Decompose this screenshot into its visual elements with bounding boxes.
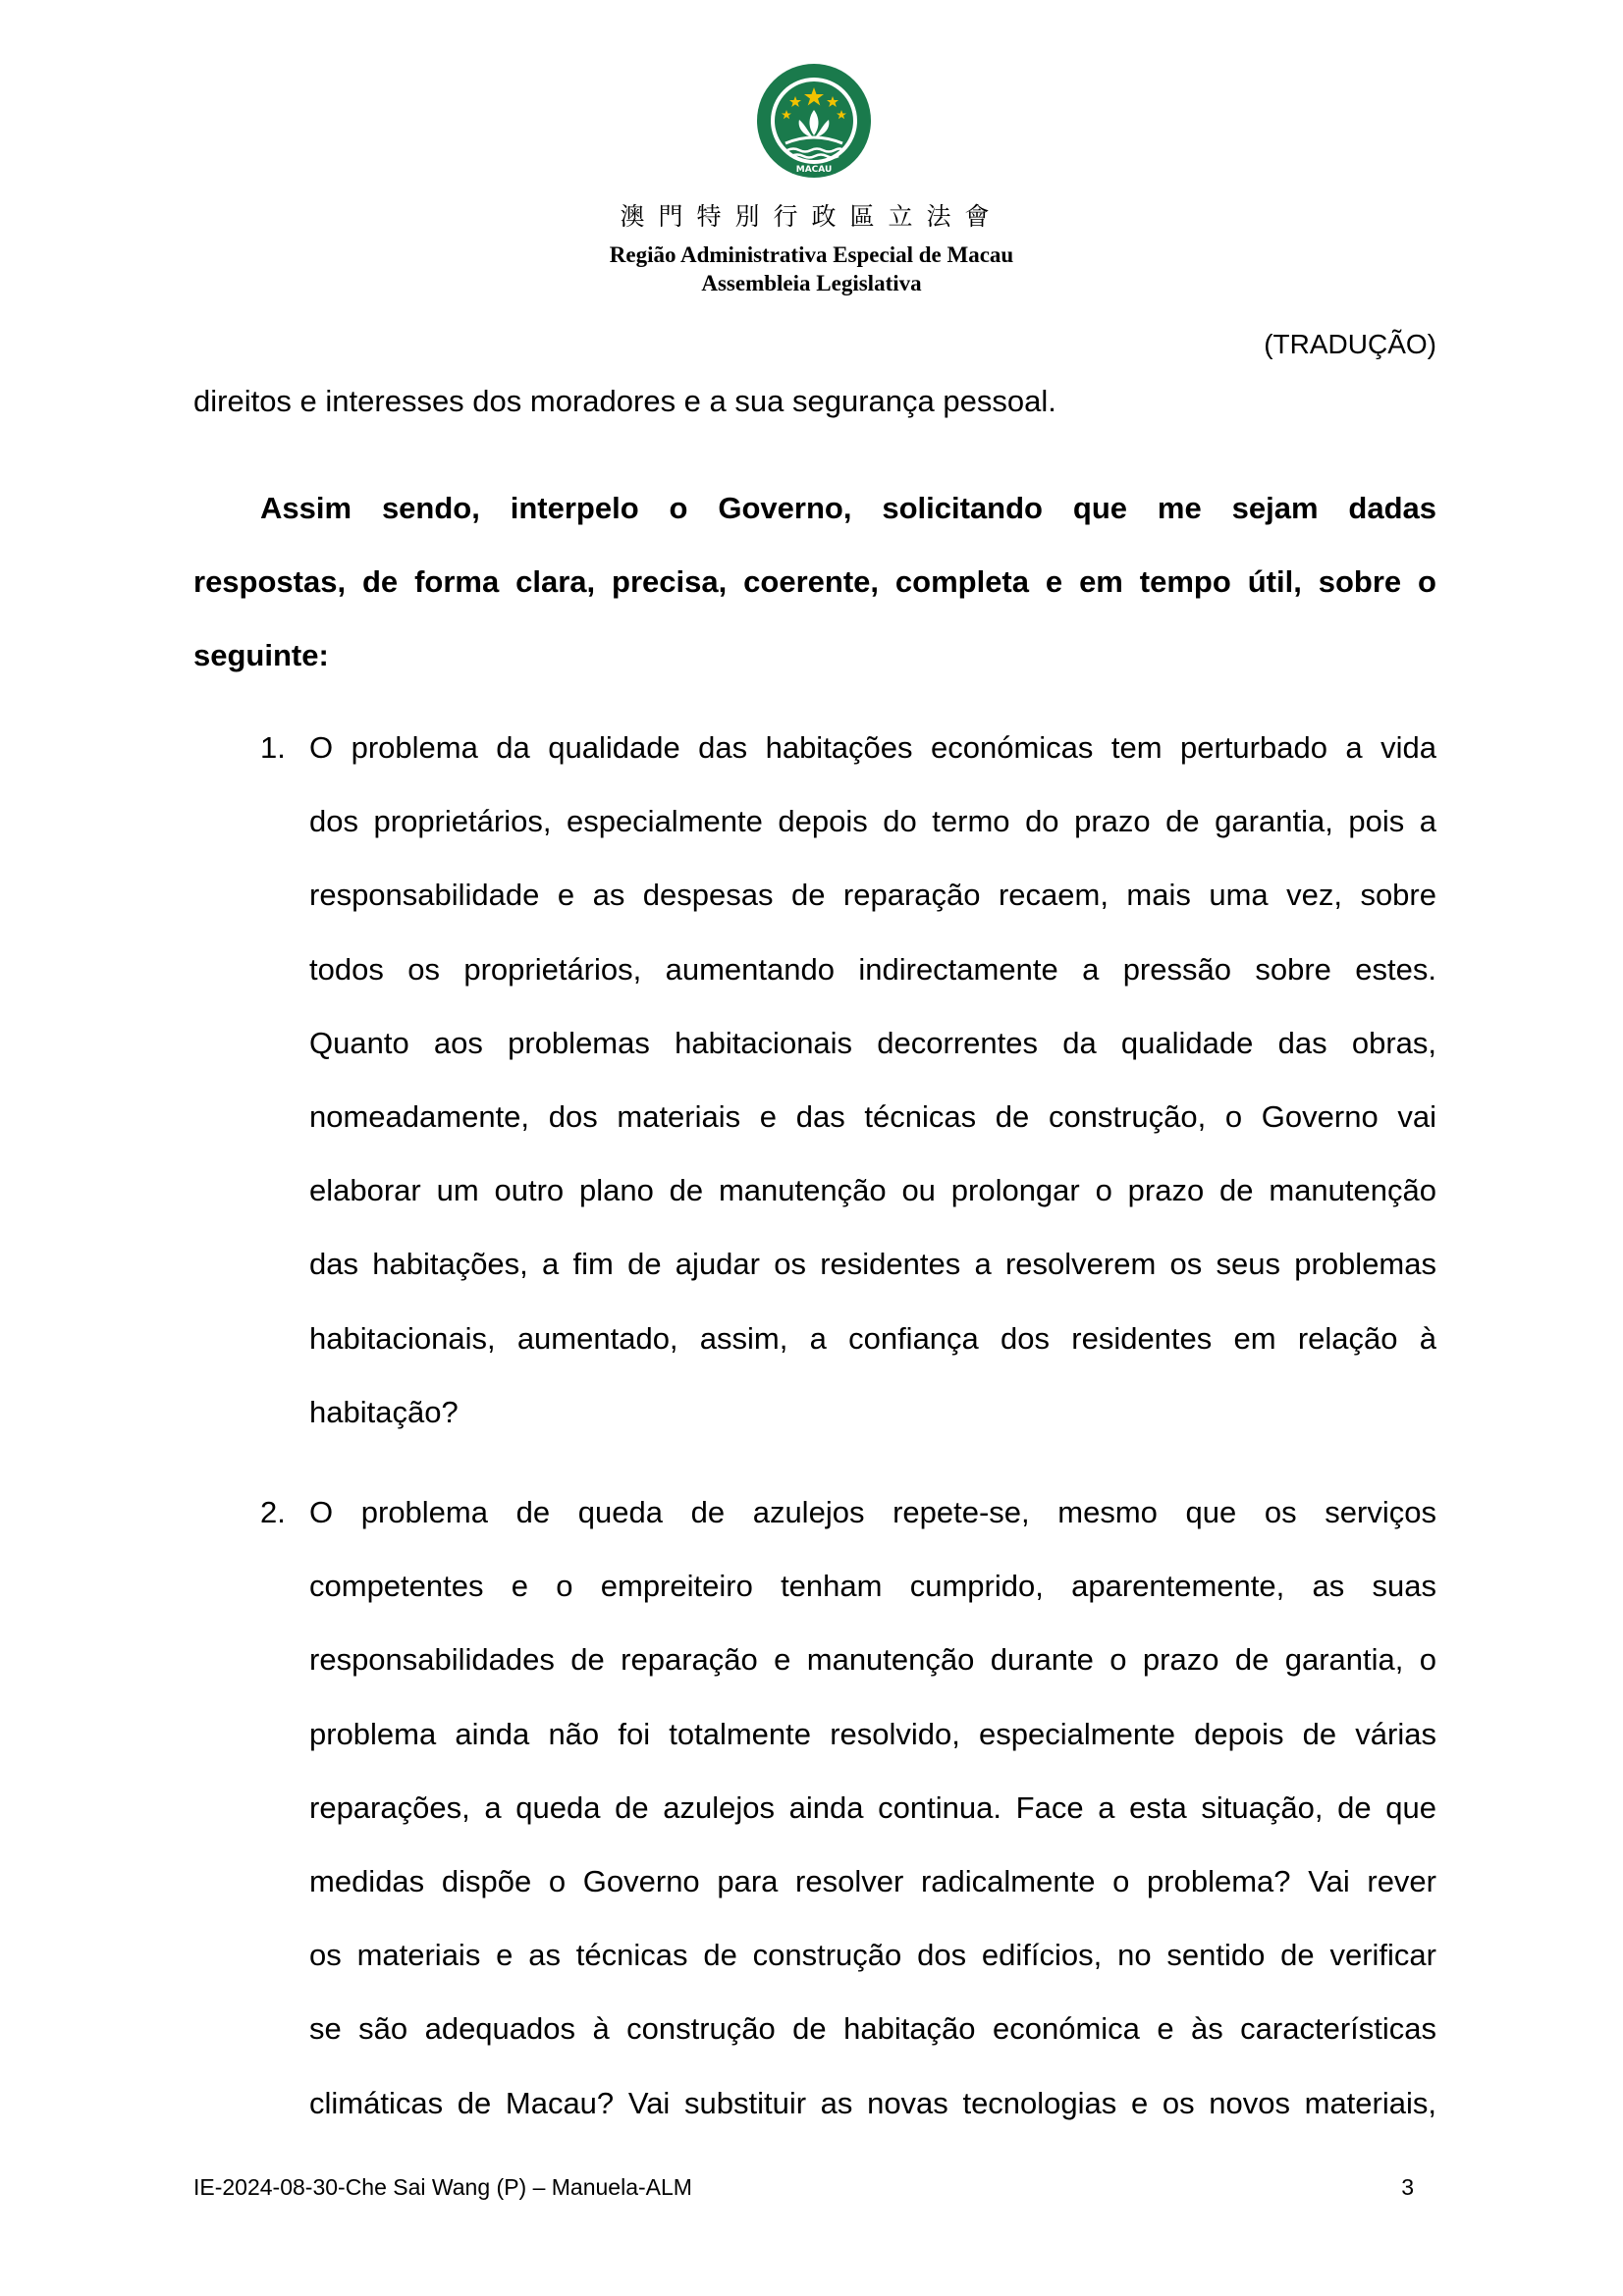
question-line: competentes e o empreiteiro tenham cumprido, aparentemente, as suas	[309, 1569, 1436, 1604]
question-line: habitacionais, aumentado, assim, a confiança dos residentes em relação à	[309, 1320, 1436, 1356]
request-line: Assim sendo, interpelo o Governo, solicitando que me sejam dadas	[260, 491, 1436, 525]
question-line: habitação?	[309, 1394, 459, 1429]
question-line: elaborar um outro plano de manutenção ou prolongar o prazo de manutenção	[309, 1173, 1436, 1208]
question-line: todos os proprietários, aumentando indirectamente a pressão sobre estes.	[309, 951, 1436, 987]
question-line: responsabilidades de reparação e manutenção durante o prazo de garantia, o	[309, 1642, 1436, 1678]
chinese-title: 澳門特別行政區立法會	[620, 202, 1003, 231]
question-line: problema ainda não foi totalmente resolvido, especialmente depois de várias	[309, 1716, 1436, 1751]
question-line: nomeadamente, dos materiais e das técnicas de construção, o Governo vai	[309, 1099, 1436, 1135]
question-text	[309, 1475, 1436, 2140]
request-line: respostas, de forma clara, precisa, coerente, completa e em tempo útil, sobre o	[193, 564, 1436, 599]
region-title: Região Administrativa Especial de Macau	[609, 242, 1014, 267]
footer-reference: IE-2024-08-30-Che Sai Wang (P) – Manuela-ALM	[193, 2174, 692, 2200]
question-line: os materiais e as técnicas de construção dos edifícios, no sentido de verificar	[309, 1938, 1436, 1973]
question-line: O problema da qualidade das habitações económicas tem perturbado a vida	[309, 730, 1436, 765]
emblem-label: MACAU	[795, 165, 833, 175]
request-line: seguinte:	[193, 638, 329, 672]
question-line: dos proprietários, especialmente depois do termo do prazo de garantia, pois a	[309, 804, 1436, 839]
intro-line: direitos e interesses dos moradores e a sua segurança pessoal.	[193, 384, 1056, 418]
request-paragraph	[193, 471, 1436, 692]
translation-mark: (TRADUÇÃO)	[1264, 329, 1436, 359]
page-number: 3	[1401, 2174, 1414, 2200]
question-line: medidas dispõe o Governo para resolver radicalmente o problema? Vai rever	[309, 1864, 1436, 1899]
assembly-title: Assembleia Legislativa	[701, 271, 922, 295]
question-line: das habitações, a fim de ajudar os residentes a resolverem os seus problemas	[309, 1247, 1436, 1282]
question-line: reparações, a queda de azulejos ainda continua. Face a esta situação, de que	[309, 1789, 1436, 1825]
question-line: O problema de queda de azulejos repete-se, mesmo que os serviços	[309, 1495, 1436, 1529]
question-line: Quanto aos problemas habitacionais decorrentes da qualidade das obras,	[309, 1025, 1436, 1060]
macau-emblem-icon	[754, 61, 874, 181]
question-line: climáticas de Macau? Vai substituir as novas tecnologias e os novos materiais,	[309, 2085, 1436, 2120]
question-line: responsabilidade e as despesas de reparação recaem, mais uma vez, sobre	[309, 878, 1436, 913]
question-number: 2.	[260, 1495, 286, 1529]
question-text	[309, 711, 1436, 1449]
question-number: 1.	[260, 730, 286, 765]
question-line: se são adequados à construção de habitação económica e às características	[309, 2011, 1436, 2047]
